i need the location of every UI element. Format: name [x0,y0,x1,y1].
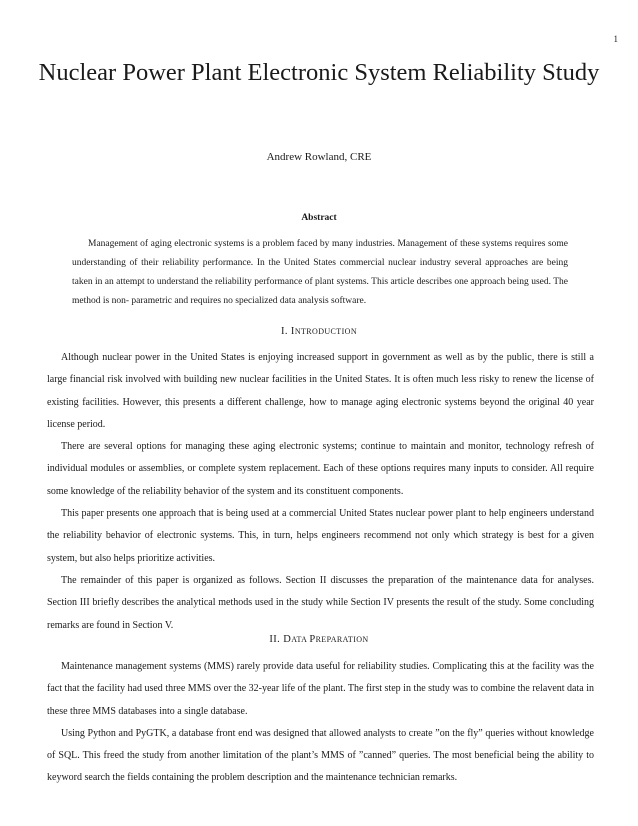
paragraph: Maintenance management systems (MMS) rarely provide data useful for reliability studies. Complicating this at the facility was the fact that the facility had used three MMS over the 32-year life of the plant. The first step in the study was to combine the relavent data in these three MMS databases into a single database. [47,661,594,717]
section-numeral: I. [280,326,288,337]
section-title-rest: NTRODUCTION [294,327,358,336]
paragraph: Using Python and PyGTK, a database front end was designed that allowed analysts to create ”on the fly” queries without knowledge of SQL. This freed the study from another limitation of the plant’s MMS of ”canned” queries. The most beneficial being the ability to keyword search the fields containing the problem description and the maintenance technician remarks. [47,727,594,784]
paragraph: This paper presents one approach that is being used at a commercial United States nuclear power plant to help engineers understand the reliability behavior of electronic systems. This, in turn, helps engineers recommend not only which strategy is best for a given system, but also helps prioritize activities. [47,508,594,564]
author-line: Andrew Rowland, CRE [266,151,372,163]
section-title-initial: I [290,326,295,337]
section-heading-introduction [0,326,638,337]
section-title-rest-2: REPARATION [315,635,369,644]
paragraph: There are several options for managing these aging electronic systems; continue to maintain and monitor, technology refresh of individual modules or assemblies, or complete system replacement. Each of these options requires many inputs to consider. All require some knowledge of the reliability behavior of the system and its constituent components. [47,441,594,497]
abstract-heading: Abstract [301,213,337,223]
section-title-initial: D [283,634,292,645]
paragraph: Although nuclear power in the United States is enjoying increased support in government as well as by the public, there is still a large financial risk involved with building new nuclear facilities in the United States. It is often much less risky to renew the license of existing facilities. However, this presents a different challenge, how to manage aging electronic systems beyond the original 40 year license period. [47,352,594,430]
introduction-body [47,347,594,637]
section-heading-data-preparation [0,634,638,645]
section-title-initial-2: P [309,634,316,645]
section-title-rest: ATA [291,635,310,644]
section-numeral: II. [269,634,281,645]
data-preparation-body [47,656,594,790]
page-number: 1 [613,34,618,44]
paragraph: The remainder of this paper is organized as follows. Section II discusses the preparation of the maintenance data for analyses. Section III briefly describes the analytical methods used in the study while Section IV presents the result of the study. Some concluding remarks are found in Section V. [47,574,594,631]
abstract-text: Management of aging electronic systems is a problem faced by many industries. Management of these systems requires some understanding of their reliability performance. In the United States commercial nuclear industry several approaches are being taken in an attempt to understand the reliability performance of plant systems. This article describes one approach being used. The method is non- parametric and requires no specialized data analysis software. [72,239,568,306]
paper-title: Nuclear Power Plant Electronic System Reliability Study [38,59,600,86]
